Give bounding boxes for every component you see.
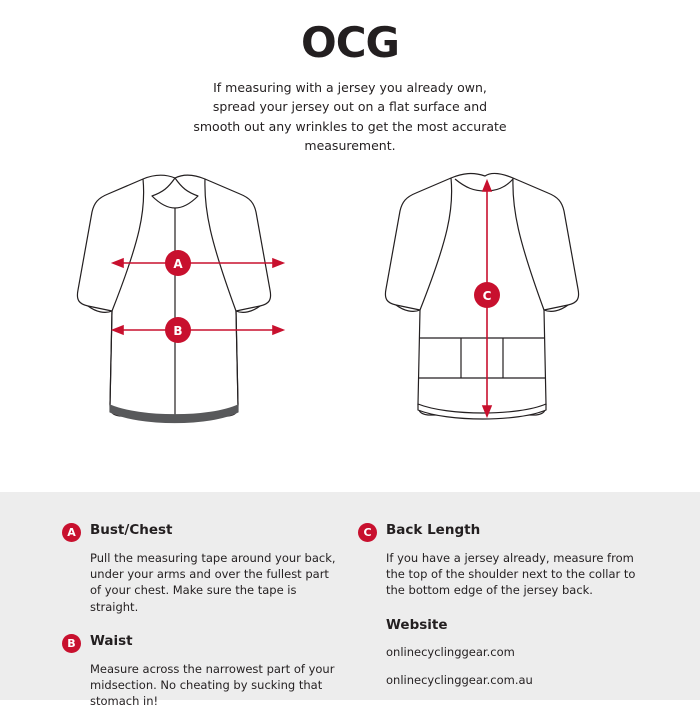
badge-a: A [62,523,81,542]
legend-title-back-length: Back Length [386,522,481,538]
legend-body-back-length: If you have a jersey already, measure from the top of the shoulder next to the collar to the bottom edge of the jersey back. [386,550,636,598]
intro-text: If measuring with a jersey you already own, spread your jersey out on a flat surface and smooth out any wrinkles to get the most accurate measurement. [193,80,507,154]
svg-text:C: C [482,289,492,303]
marker-a [165,250,191,276]
legend-body-bust-chest: Pull the measuring tape around your back, under your arms and over the fullest part of your chest. Make sure the tape is straight. [90,550,336,614]
brand-logo: OCG [300,18,399,67]
legend-title-bust-chest: Bust/Chest [90,522,173,538]
legend-body-waist: Measure across the narrowest part of your midsection. No cheating by sucking that stomach in! [90,661,335,709]
legend-title-waist: Waist [90,633,133,649]
legend-column-right [358,522,648,707]
website-link-com[interactable]: onlinecyclinggear.com [386,645,515,660]
legend-title-website: Website [386,616,448,633]
svg-text:A: A [173,257,183,271]
legend-entry-waist [62,633,342,710]
svg-text:B: B [173,324,183,338]
website-link-com-au[interactable]: onlinecyclinggear.com.au [386,673,533,688]
marker-c [474,282,500,308]
legend-panel [0,492,700,709]
jersey-diagram [0,160,700,490]
legend-entry-website [358,617,648,689]
legend-entry-back-length [358,522,648,599]
legend-column-left [62,522,342,728]
legend-entry-bust-chest [62,522,342,615]
badge-c: C [358,523,377,542]
marker-b [165,317,191,343]
badge-b: B [62,634,81,653]
front-jersey-illustration [77,175,270,422]
